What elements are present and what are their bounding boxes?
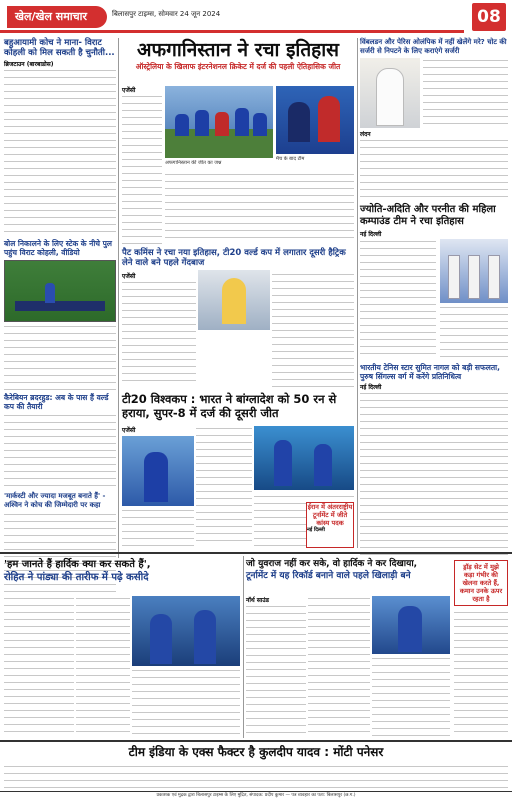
date-line: बिलासपुर टाइम्स, सोमवार 24 जून 2024 <box>112 10 221 18</box>
lower-right-headline-1: जो युवराज नहीं कर सके, वो हार्दिक ने कर दिखाया, <box>246 559 418 569</box>
right-body-2 <box>360 239 436 359</box>
lower-byline: नॉर्थ साउंड <box>246 597 269 604</box>
t20-headline: टी20 विश्वकप : भारत ने बांग्लादेश को 50 रन से हराया, सुपर-8 में दर्ज की दूसरी जीत <box>122 392 337 420</box>
lower-right-body-2 <box>308 596 370 736</box>
left-headline-2: बोल निकालने के लिए स्टेक के नीचे पुल पहुंच विराट कोहली, वीडियो <box>4 239 113 257</box>
center-headline: अफगानिस्तान ने रचा इतिहास <box>136 39 340 61</box>
left-article-3-body <box>4 413 116 489</box>
right-headline-1: विंबलडन और पेरिस ओलंपिक में नहीं खेलेंगे मरे? चोट की सर्जरी से निपटने के लिए कराएंगे सर्जरी <box>360 38 507 55</box>
stadium-photo <box>4 260 116 322</box>
left-byline-1: ब्रिजटाउन (बारबाडोस) <box>4 61 54 68</box>
murray-photo <box>360 58 420 128</box>
afghan-team-photo <box>165 86 273 158</box>
center-subhead: ऑस्ट्रेलिया के खिलाफ इंटरनेशनल क्रिकेट में दर्ज की पहली ऐतिहासिक जीत <box>135 62 341 71</box>
t20-body-2 <box>196 426 252 546</box>
center-byline: एजेंसी <box>122 87 136 94</box>
lower-right-headline-2: टूर्नामेंट में यह रिकॉर्ड बनाने वाले पहले खिलाड़ी बने <box>246 571 411 581</box>
t20-photo-2 <box>254 426 354 490</box>
center-body-2 <box>165 172 354 244</box>
lower-left-head <box>4 558 240 594</box>
t20-byline: एजेंसी <box>122 427 136 434</box>
page-number: 08 <box>472 3 506 31</box>
lower-divider <box>0 552 512 554</box>
side-body <box>454 610 508 736</box>
lower-left-body-3 <box>132 668 240 736</box>
left-headline-1: बहुआयामी कोच ने माना- विराट कोहली को मिल सकती है चुनौती... <box>4 38 115 58</box>
lower-right-head <box>246 558 450 594</box>
players-celebration-photo <box>276 86 354 154</box>
center-head <box>122 38 354 84</box>
lower-left-headline-1: 'हम जानते हैं हार्दिक क्या कर सकते हैं', <box>4 559 151 570</box>
rohit-hardik-photo <box>132 596 240 666</box>
right-byline-1: लंदन <box>360 131 371 138</box>
cummins-body-2 <box>272 272 354 388</box>
right-body-2b <box>440 305 508 359</box>
right-body-1 <box>423 58 508 128</box>
t20-photo-1 <box>122 436 194 506</box>
t20-article <box>122 426 194 546</box>
left-headline-4: 'मार्कस्टी और ज्यादा मजबूत बनाते हैं' - अश्विन ने कोच की जिम्मेदारी पर कहा <box>4 492 106 509</box>
iran-box <box>306 502 354 548</box>
right-column <box>360 38 508 548</box>
right-body-1b <box>360 138 508 200</box>
cummins-body <box>122 280 196 386</box>
photo-caption-1: अफगानिस्तान की जीत का जश्न <box>165 160 222 166</box>
archery-team-photo <box>440 239 508 303</box>
lower-right-body-3 <box>372 656 450 736</box>
iran-byline: नई दिल्ली <box>307 527 325 533</box>
hardik-photo <box>372 596 450 654</box>
bottom-headline: टीम इंडिया के एक्स फैक्टर है कुलदीप यादव : मोंटी पनेसर <box>128 745 384 759</box>
t20-body-1 <box>122 508 194 548</box>
cummins-photo <box>198 270 270 330</box>
cummins-byline: एजेंसी <box>122 273 136 280</box>
masthead <box>0 0 512 34</box>
photo-caption-2: मैच के बाद टीम <box>276 156 305 162</box>
section-tag: खेल/खेल समाचार <box>7 6 107 28</box>
lower-right-body-1 <box>246 604 306 736</box>
cummins-headline: पैट कमिंस ने रचा नया इतिहास, टी20 वर्ल्ड कप में लगातार दूसरी हैट्रिक लेने वाले बने पहले गेंदबाज <box>122 248 346 268</box>
side-quote-text: ड्रॉड़ सेट में मुझे कड़ा गंभीर की खेलना करते हैं, कमान उनके ऊपर रहता है <box>459 563 503 603</box>
bottom-divider <box>0 740 512 742</box>
bottom-head <box>4 744 508 762</box>
column-divider-2 <box>357 38 358 548</box>
right-byline-3: नई दिल्ली <box>360 384 382 391</box>
center-article <box>122 86 162 246</box>
right-body-3 <box>360 391 508 561</box>
t20-head <box>122 392 354 420</box>
right-headline-3: भारतीय टेनिस स्टार सुमित नागल को बड़ी सफलता, पुरुष सिंगल्स वर्ग में करेंगे प्रतिनिधित्व <box>360 363 500 381</box>
header-rule <box>0 30 464 33</box>
lower-mid-divider <box>243 556 244 738</box>
lower-left-body-1 <box>4 596 74 736</box>
side-quote-box <box>454 560 508 606</box>
left-column <box>4 38 116 558</box>
lower-right-article <box>246 596 306 736</box>
right-byline-2: नई दिल्ली <box>360 231 382 238</box>
column-divider <box>118 38 119 558</box>
cummins-article <box>122 272 196 388</box>
lower-left-headline-2: रोहित ने पांड्या की तारीफ में पढ़े कसीदे <box>4 572 149 583</box>
left-headline-3: कैरेबियन ब्रदरहुड: अब के पास हैं वर्ल्ड कप की तैयारी <box>4 393 109 411</box>
cummins-head <box>122 248 354 268</box>
iran-headline: ईरान में अंतरराष्ट्रीय टूर्नामेंट में जीते कांस्य पदक <box>307 503 353 527</box>
left-article-1-body <box>4 68 116 236</box>
footer-imprint: प्रकाशक एवं मुद्रक द्वारा बिलासपुर टाइम्स के लिए मुद्रित, संपादक: प्रदीप कुमार — पत्र व्यवहार का पता: बिलासपुर (छ.ग.) <box>0 791 512 800</box>
center-body-1 <box>122 94 162 244</box>
right-headline-2: ज्योति-अदिति और परनीत की महिला कम्पाउंड टीम ने रचा इतिहास <box>360 204 496 227</box>
lower-left-body-2 <box>76 596 130 736</box>
left-article-2-body <box>4 324 116 390</box>
bottom-body <box>4 764 508 790</box>
